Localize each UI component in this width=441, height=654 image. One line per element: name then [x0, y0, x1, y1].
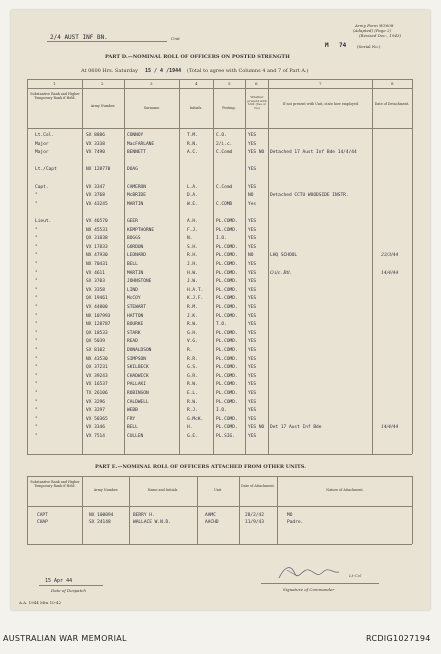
row-present: Yes — [248, 201, 257, 207]
row-rank: " — [35, 279, 38, 285]
row-surname: MacFARLANE — [127, 141, 155, 147]
row-surname: FRY — [127, 416, 136, 422]
row-surname: LEONARD — [127, 253, 146, 259]
table-row — [11, 347, 430, 355]
row-army-number: VX 3768 — [86, 193, 105, 199]
row-surname: BELL — [127, 262, 138, 267]
form-ref-2: (Adapted) (Page 2) — [353, 28, 392, 33]
row-posting: C.O. — [216, 133, 227, 138]
row-rank: Lieut. — [35, 219, 52, 224]
row-present: YES — [248, 356, 257, 362]
row-rank: " — [35, 399, 38, 405]
row-initials: G.H. — [187, 330, 198, 336]
table-row — [11, 184, 430, 192]
row-present: YES — [248, 236, 257, 242]
row-detach-date: 14/4/44 — [381, 425, 399, 431]
row-initials: A.H. — [187, 219, 198, 224]
row-rank: Lt./Capt — [35, 167, 57, 173]
row-posting: PL.COMD. — [216, 425, 238, 431]
row-rank: " — [35, 339, 38, 345]
table-row — [11, 132, 430, 140]
date-line-post: (Total to agree with Columns 4 and 7 of Part A.) — [187, 68, 309, 74]
row-army-number: VX 7514 — [86, 434, 105, 439]
col-num-6: 6 — [255, 81, 258, 86]
row-present: YES — [248, 313, 257, 319]
row-posting: PL.COMD. — [216, 313, 238, 319]
form-ref-1: Army Form W3008 — [355, 23, 394, 28]
table-row — [11, 227, 430, 235]
table-row — [11, 270, 430, 278]
row-present: NO — [248, 193, 254, 199]
row-present: YES — [248, 167, 257, 173]
row-present: YES NO — [248, 425, 265, 431]
col-num-5: 5 — [228, 81, 231, 86]
part-d-title: PART D.—NOMINAL ROLL OF OFFICERS ON POSTED STRENGTH — [105, 54, 290, 60]
e-header-nature: Nature of Attachment. — [326, 488, 364, 492]
row-surname: BELL — [127, 425, 138, 431]
row-present: YES — [248, 184, 257, 190]
row-posting: PL.COMD. — [216, 219, 238, 224]
row-army-number: NX 128770 — [86, 167, 111, 173]
row-present: YES — [248, 296, 257, 302]
row-detach-date: 23/3/44 — [381, 253, 399, 259]
table-row — [11, 313, 430, 321]
row-surname: BENNETT — [127, 150, 146, 156]
att-rank: CAPT — [37, 513, 48, 518]
table-row — [11, 235, 430, 243]
row-army-number: VX 3346 — [86, 425, 105, 431]
printer-note: A.A. 1944 Mtn 10-42 — [19, 600, 62, 605]
e-header-name: Name and Initials. — [147, 488, 179, 492]
row-army-number: VX 50365 — [86, 416, 108, 422]
row-present: YES — [248, 244, 257, 250]
row-army-number: VX 39243 — [86, 373, 108, 379]
row-present: YES — [248, 270, 257, 276]
row-initials: G.McK. — [187, 416, 204, 422]
row-employment: Detached 17 Aust Inf Bde 14/4/44 — [270, 150, 357, 156]
row-army-number: QX 5039 — [86, 339, 105, 345]
roll-date: 15 / 4 /1944 — [145, 68, 182, 74]
row-employment: Detached CCTU WOODSIDE INSTR. — [270, 193, 349, 199]
row-posting: PL.COMD. — [216, 305, 238, 310]
row-army-number: NX 45531 — [86, 227, 108, 233]
table-row — [11, 338, 430, 346]
table-row — [11, 244, 430, 252]
row-army-number: TX 26106 — [86, 391, 108, 396]
row-surname: ROBINSON — [127, 391, 149, 396]
e-header-number: Army Number. — [93, 488, 119, 492]
row-present: YES — [248, 322, 257, 328]
table-row — [11, 175, 430, 183]
row-present: YES — [248, 382, 257, 388]
table-row — [11, 356, 430, 364]
row-surname: HATTON — [127, 313, 144, 319]
row-employment: LHQ SCHOOL — [270, 253, 298, 259]
row-rank: " — [35, 296, 38, 302]
row-posting: PL.COMD. — [216, 391, 238, 396]
row-posting: I.O. — [216, 408, 227, 414]
row-present: YES — [248, 416, 257, 422]
row-present: NO — [248, 253, 254, 259]
table-row — [11, 218, 430, 226]
e-header-unit: Unit. — [213, 488, 223, 492]
row-army-number: NX 43530 — [86, 356, 108, 362]
archive-id: RCDIG1027194 — [366, 634, 431, 643]
row-rank: " — [35, 253, 38, 259]
table-row — [11, 304, 430, 312]
table-row — [11, 141, 430, 149]
row-posting: 2/i.c. — [216, 141, 233, 147]
table-row — [11, 287, 430, 295]
att-army-number: NX 100094 — [89, 513, 114, 518]
row-army-number: QX 31838 — [86, 236, 108, 242]
row-present: YES — [248, 365, 257, 371]
col-header-surname: Surname. — [143, 106, 161, 110]
part-e-title: PART E.—NOMINAL ROLL OF OFFICERS ATTACHED FROM OTHER UNITS. — [95, 464, 306, 470]
row-surname: KEMPTHORNE — [127, 227, 155, 233]
row-army-number: SX 8102 — [86, 348, 105, 353]
row-present: YES — [248, 408, 257, 414]
row-present: YES — [248, 339, 257, 345]
table-row — [11, 407, 430, 415]
row-present: YES — [248, 391, 257, 396]
col-num-3: 3 — [150, 81, 153, 86]
row-army-number: VX 4611 — [86, 270, 105, 276]
att-unit: AACHD — [205, 520, 219, 525]
signature-label: Signature of Commander — [283, 587, 335, 592]
unit-label: Unit — [171, 36, 180, 41]
table-row — [11, 373, 430, 381]
col-num-8: 8 — [391, 81, 394, 86]
att-name: BERRY H. — [133, 513, 155, 518]
row-rank: " — [35, 425, 38, 431]
row-surname: SIMPSON — [127, 356, 146, 362]
row-surname: MARTIN — [127, 270, 144, 276]
row-rank: " — [35, 236, 38, 242]
row-present: YES — [248, 141, 257, 147]
table-row — [11, 158, 430, 166]
row-rank: " — [35, 391, 38, 396]
row-rank: " — [35, 356, 38, 362]
row-initials: E.L. — [187, 391, 198, 396]
row-present: YES — [248, 219, 257, 224]
row-detach-date: 14/4/44 — [381, 270, 399, 276]
row-employment: Det 17 Aust Inf Bde — [270, 425, 322, 431]
row-army-number: VX 3296 — [86, 399, 105, 405]
row-rank: Major — [35, 141, 49, 147]
row-rank: " — [35, 227, 38, 233]
row-army-number: VX 3338 — [86, 141, 105, 147]
row-surname: BOURKE — [127, 322, 144, 328]
row-initials: R. — [187, 348, 193, 353]
row-posting: PL.COMD. — [216, 382, 238, 388]
table-row — [11, 209, 430, 217]
row-army-number: VX 44800 — [86, 305, 108, 310]
row-army-number: NX 107993 — [86, 313, 111, 319]
row-initials: R.H. — [187, 253, 198, 259]
row-army-number: QX 18533 — [86, 330, 108, 336]
table-row — [11, 424, 430, 432]
row-surname: CHADWICK — [127, 373, 149, 379]
row-surname: LIND — [127, 287, 138, 293]
row-present: YES — [248, 287, 257, 293]
row-surname: GEER — [127, 219, 138, 224]
col-header-rank: Substantive Rank and Higher Temporary Rank if Held. — [30, 92, 80, 100]
col-num-7: 7 — [319, 81, 322, 86]
row-posting: PL.COMD. — [216, 262, 238, 267]
table-row — [11, 364, 430, 372]
col-header-employment: If not present with Unit, state how employed. — [282, 102, 360, 106]
row-rank: " — [35, 270, 38, 276]
row-initials: H.W. — [187, 270, 198, 276]
row-surname: McBRIDE — [127, 193, 146, 199]
row-surname: WEBB — [127, 408, 138, 414]
row-army-number: VX 7490 — [86, 150, 105, 156]
row-initials: A.C. — [187, 150, 198, 156]
table-row — [11, 192, 430, 200]
row-army-number: NX 70431 — [86, 262, 108, 267]
row-rank: " — [35, 201, 38, 207]
row-surname: SKILBECK — [127, 365, 149, 371]
att-rank: CHAP — [37, 520, 48, 525]
row-present: YES — [248, 279, 257, 285]
date-line-pre: At 0600 Hrs. Saturday — [81, 68, 138, 74]
despatch-date: 15 Apr 44 — [45, 578, 73, 584]
row-initials: F.J. — [187, 227, 198, 233]
row-initials: R.W. — [187, 399, 198, 405]
row-army-number: VX 16537 — [86, 382, 108, 388]
row-surname: PALLAKI — [127, 382, 146, 388]
row-present: YES — [248, 348, 257, 353]
row-rank: " — [35, 416, 38, 422]
commander-signature — [273, 560, 383, 584]
col-header-posting: Posting. — [222, 106, 236, 110]
row-posting: PL.COMD. — [216, 270, 238, 276]
row-posting: PL.SIG. — [216, 434, 235, 439]
row-posting: T.O. — [216, 322, 227, 328]
row-employment: O.i/c. Btl. — [270, 270, 292, 276]
unit-value: 2/4 AUST INF BN. — [50, 34, 108, 41]
row-surname: CAMERON — [127, 184, 146, 190]
serial-prefix: M — [325, 42, 329, 49]
row-present: YES — [248, 434, 257, 439]
row-posting: PL.COMD. — [216, 356, 238, 362]
roll-document — [11, 10, 430, 610]
table-row — [11, 201, 430, 209]
serial-value: 74 — [339, 42, 347, 49]
row-initials: G.R. — [187, 373, 198, 379]
table-row — [11, 416, 430, 424]
row-army-number: VX 46570 — [86, 219, 108, 224]
row-initials: R.W. — [187, 322, 198, 328]
row-rank: " — [35, 330, 38, 336]
table-row — [11, 381, 430, 389]
col-header-detach-date: Date of Detachment. — [374, 102, 410, 106]
row-rank: Major — [35, 150, 49, 156]
row-initials: G.E. — [187, 434, 198, 439]
row-surname: GORDON — [127, 244, 144, 250]
row-posting: PL.COMD. — [216, 399, 238, 405]
table-row — [11, 261, 430, 269]
signature-rank: Lt-Col — [349, 573, 362, 578]
row-initials: R.J. — [187, 408, 198, 414]
row-army-number: VX 17833 — [86, 244, 108, 250]
col-num-4: 4 — [195, 81, 198, 86]
table-row — [11, 399, 430, 407]
row-army-number: SX 8886 — [86, 133, 105, 138]
archive-bar — [0, 620, 441, 654]
col-num-1: 1 — [53, 81, 56, 86]
row-present: YES NO — [248, 150, 265, 156]
row-present: YES — [248, 330, 257, 336]
row-initials: G.S. — [187, 365, 198, 371]
row-rank: Capt. — [35, 184, 49, 190]
table-row — [11, 330, 430, 338]
row-posting: PL.COMD. — [216, 253, 238, 259]
row-posting: PL.COMD. — [216, 373, 238, 379]
row-surname: McCOY — [127, 296, 141, 302]
row-posting: PL.COMD. — [216, 339, 238, 345]
table-row — [11, 321, 430, 329]
row-rank: " — [35, 244, 38, 250]
row-surname: STARK — [127, 330, 141, 336]
att-unit: AAMC — [205, 513, 216, 518]
row-posting: C.Comd — [216, 150, 233, 156]
row-surname: JOHNSTONE — [127, 279, 152, 285]
row-rank: " — [35, 193, 38, 199]
row-initials: R.M. — [187, 305, 198, 310]
row-army-number: QX 19461 — [86, 296, 108, 302]
row-rank: " — [35, 287, 38, 293]
row-initials: W.E. — [187, 201, 198, 207]
row-posting: C.Comd — [216, 184, 233, 190]
serial-label: (Serial No.) — [357, 44, 381, 49]
row-initials: R.N. — [187, 141, 198, 147]
row-present: YES — [248, 262, 257, 267]
table-row — [11, 149, 430, 157]
row-surname: CALDWELL — [127, 399, 149, 405]
row-initials: S.H. — [187, 244, 198, 250]
row-rank: " — [35, 305, 38, 310]
row-rank: " — [35, 313, 38, 319]
row-initials: N. — [187, 236, 193, 242]
row-surname: BOGGS — [127, 236, 141, 242]
row-rank: " — [35, 434, 38, 439]
table-row — [11, 166, 430, 174]
row-surname: DOAG — [127, 167, 138, 173]
row-posting: C.COMD — [216, 201, 233, 207]
row-present: YES — [248, 305, 257, 310]
row-posting: PL.COMD. — [216, 287, 238, 293]
row-present: YES — [248, 373, 257, 379]
row-army-number: NX 47930 — [86, 253, 108, 259]
row-army-number: QX 37231 — [86, 365, 108, 371]
col-num-2: 2 — [101, 81, 104, 86]
att-nature: MO — [287, 513, 293, 518]
row-rank: " — [35, 382, 38, 388]
att-date: 28/2/42 — [245, 513, 264, 518]
row-surname: MARTIN — [127, 201, 144, 207]
row-rank: " — [35, 322, 38, 328]
row-initials: J.H. — [187, 262, 198, 267]
row-surname: CULLEN — [127, 434, 144, 439]
table-row — [11, 252, 430, 260]
row-posting: PL.COMD. — [216, 330, 238, 336]
row-surname: CONNOY — [127, 133, 144, 138]
row-rank: " — [35, 262, 38, 267]
att-name: WALLACE W.N.D. — [133, 520, 171, 525]
row-present: YES — [248, 133, 257, 138]
row-surname: STEWART — [127, 305, 146, 310]
archive-name: AUSTRALIAN WAR MEMORIAL — [3, 634, 127, 643]
row-rank: " — [35, 408, 38, 414]
row-posting: I.O. — [216, 236, 227, 242]
row-initials: T.M. — [187, 133, 198, 138]
row-initials: H.A.T. — [187, 287, 204, 293]
row-initials: R.R. — [187, 356, 198, 362]
e-header-rank: Substantive Rank and Higher Temporary Rank if Held. — [30, 480, 80, 488]
table-row — [11, 295, 430, 303]
att-date: 11/9/43 — [245, 520, 264, 525]
row-initials: H. — [187, 425, 193, 431]
table-row — [11, 433, 430, 441]
row-posting: PL.COMD. — [216, 279, 238, 285]
row-initials: V.G. — [187, 339, 198, 345]
row-rank: " — [35, 365, 38, 371]
form-ref-3: (Revised Dec., 1943) — [359, 33, 402, 38]
row-present: YES — [248, 227, 257, 233]
despatch-label: Date of Despatch — [51, 588, 86, 593]
row-army-number: VX 3358 — [86, 287, 105, 293]
row-surname: READ — [127, 339, 138, 345]
e-header-date: Date of Attachment. — [241, 484, 275, 488]
row-surname: DONALDSON — [127, 348, 152, 353]
row-posting: PL.COMD. — [216, 365, 238, 371]
row-rank: Lt.Col. — [35, 133, 54, 138]
att-army-number: SX 24148 — [89, 520, 111, 525]
table-row — [11, 519, 430, 527]
row-army-number: VX 3297 — [86, 408, 105, 414]
table-row — [11, 390, 430, 398]
row-initials: J.K. — [187, 313, 198, 319]
row-initials: D.A. — [187, 193, 198, 199]
row-army-number: VX 43245 — [86, 201, 108, 207]
row-posting: PL.COMD. — [216, 416, 238, 422]
row-present: YES — [248, 399, 257, 405]
row-initials: K.J.F. — [187, 296, 204, 302]
row-initials: R.W. — [187, 382, 198, 388]
row-posting: PL.COMD. — [216, 227, 238, 233]
row-army-number: VX 3347 — [86, 184, 105, 190]
col-header-present: Whether present with Unit (Yes or No) — [247, 95, 267, 110]
row-posting: PL.COMD. — [216, 348, 238, 353]
row-initials: L.A. — [187, 184, 198, 190]
row-army-number: SX 3703 — [86, 279, 105, 285]
row-posting: PL.COMD. — [216, 296, 238, 302]
row-posting: PL.COMD. — [216, 244, 238, 250]
col-header-initials: Initials. — [189, 106, 203, 110]
att-nature: Padre. — [287, 520, 304, 525]
row-rank: " — [35, 348, 38, 353]
row-initials: J.W. — [187, 279, 198, 285]
table-row — [11, 278, 430, 286]
row-army-number: NX 128787 — [86, 322, 111, 328]
col-header-army-number: Army Number. — [90, 104, 116, 108]
row-rank: " — [35, 373, 38, 379]
